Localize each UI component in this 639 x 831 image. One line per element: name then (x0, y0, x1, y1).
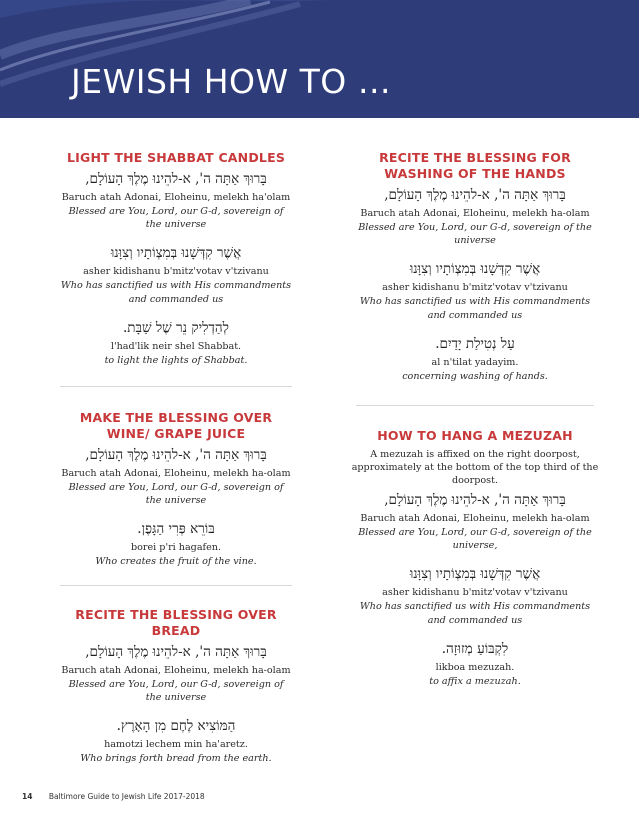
page-footer (22, 792, 205, 801)
header-banner (0, 0, 639, 118)
translation: Who brings forth bread from the earth. (80, 753, 272, 764)
translation: Who has sanctified us with His commandments (359, 601, 591, 612)
section-hand-washing (346, 150, 604, 383)
hebrew-line: לְהַדְלִיק נֵר שֶׁל שַׁבָּת. (122, 320, 229, 336)
page-title: JEWISH HOW TO … (71, 62, 392, 101)
hebrew-line: לִקְבּוֹעַ מְזוּזָה. (441, 641, 509, 657)
transliteration: asher kidishanu b'mitz'votav v'tzivanu (382, 587, 568, 598)
translation: and commanded us (427, 310, 523, 321)
transliteration: asher kidishanu b'mitz'votav v'tzivanu (83, 266, 269, 277)
hebrew-line: בָּרוּךְ אַתָּה ה', א-להֵינוּ מֶלֶךְ הָעוֹלָם, (384, 187, 566, 203)
section-divider (60, 386, 292, 387)
translation: concerning washing of hands. (402, 371, 548, 382)
hebrew-line: בּוֹרֵא פְּרִי הַגָּפֶן. (137, 521, 215, 537)
translation: to light the lights of Shabbat. (104, 355, 248, 366)
publication-name: Baltimore Guide to Jewish Life 2017-2018 (48, 792, 205, 801)
hebrew-line: אֲשֶׁר קִדְּשָׁנוּ בְּמִצְוֹתָיו וְצִוָּנוּ (110, 245, 242, 261)
section-mezuzah (346, 428, 604, 688)
hebrew-line: אֲשֶׁר קִדְּשָׁנוּ בְּמִצְוֹתָיו וְצִוָּנוּ (409, 261, 541, 277)
hebrew-line: אֲשֶׁר קִדְּשָׁנוּ בְּמִצְוֹתָיו וְצִוָּנוּ (409, 566, 541, 582)
hebrew-line: בָּרוּךְ אַתָּה ה', א-להֵינוּ מֶלֶךְ הָעוֹלָם, (85, 171, 267, 187)
section-title: RECITE THE BLESSING FOR WASHING OF THE HANDS (379, 150, 571, 181)
translation: Blessed are You, Lord, our G-d, sovereign of the universe (68, 679, 284, 703)
section-title: RECITE THE BLESSING OVER BREAD (75, 607, 277, 638)
transliteration: Baruch atah Adonai, Eloheinu, melekh ha'olam (61, 192, 291, 203)
translation: Who has sanctified us with His commandments (359, 296, 591, 307)
transliteration: asher kidishanu b'mitz'votav v'tzivanu (382, 282, 568, 293)
section-bread-blessing (60, 607, 292, 765)
hebrew-line: עַל נְטִילַת יָדַיִם. (435, 336, 515, 352)
translation: Blessed are You, Lord, our G-d, sovereign of the universe (68, 206, 284, 230)
page-number: 14 (22, 792, 33, 801)
transliteration: borei p'ri hagafen. (131, 542, 221, 553)
section-wine-blessing (60, 410, 292, 568)
transliteration: hamotzi lechem min ha'aretz. (104, 739, 248, 750)
translation: Who creates the fruit of the vine. (95, 556, 257, 567)
hebrew-line: הַמּוֹצִיא לֶחֶם מִן הָאָרֶץ. (116, 718, 236, 734)
section-intro: A mezuzah is affixed on the right doorpost, approximately at the bottom of the top third of the doorpost. (351, 449, 599, 486)
translation: and commanded us (128, 294, 224, 305)
transliteration: l'had'lik neir shel Shabbat. (110, 341, 242, 352)
hebrew-line: בָּרוּךְ אַתָּה ה', א-להֵינוּ מֶלֶךְ הָעוֹלָם, (85, 644, 267, 660)
section-title: LIGHT THE SHABBAT CANDLES (66, 150, 286, 165)
section-divider (356, 405, 594, 406)
hebrew-line: בָּרוּךְ אַתָּה ה', א-להֵינוּ מֶלֶךְ הָעוֹלָם, (384, 492, 566, 508)
hebrew-line: בָּרוּךְ אַתָּה ה', א-להֵינוּ מֶלֶךְ הָעוֹלָם, (85, 447, 267, 463)
translation: Blessed are You, Lord, our G-d, sovereign of the universe (68, 482, 284, 506)
transliteration: Baruch atah Adonai, Eloheinu, melekh ha-olam (61, 468, 291, 479)
transliteration: Baruch atah Adonai, Eloheinu, melekh ha-olam (61, 665, 291, 676)
translation: Blessed are You, Lord, our G-d, sovereign of the universe, (358, 527, 592, 551)
transliteration: Baruch atah Adonai, Eloheinu, melekh ha-olam (360, 208, 590, 219)
transliteration: al n'tilat yadayim. (431, 357, 519, 368)
section-divider (60, 585, 292, 586)
translation: and commanded us (427, 615, 523, 626)
transliteration: likboa mezuzah. (435, 662, 515, 673)
transliteration: Baruch atah Adonai, Eloheinu, melekh ha-olam (360, 513, 590, 524)
translation: Blessed are You, Lord, our G-d, sovereign of the universe (358, 222, 592, 246)
section-shabbat-candles (60, 150, 292, 367)
section-title: HOW TO HANG A MEZUZAH (377, 428, 573, 443)
translation: to affix a mezuzah. (429, 676, 521, 687)
translation: Who has sanctified us with His commandments (60, 280, 292, 291)
section-title: MAKE THE BLESSING OVER WINE/ GRAPE JUICE (79, 410, 273, 441)
